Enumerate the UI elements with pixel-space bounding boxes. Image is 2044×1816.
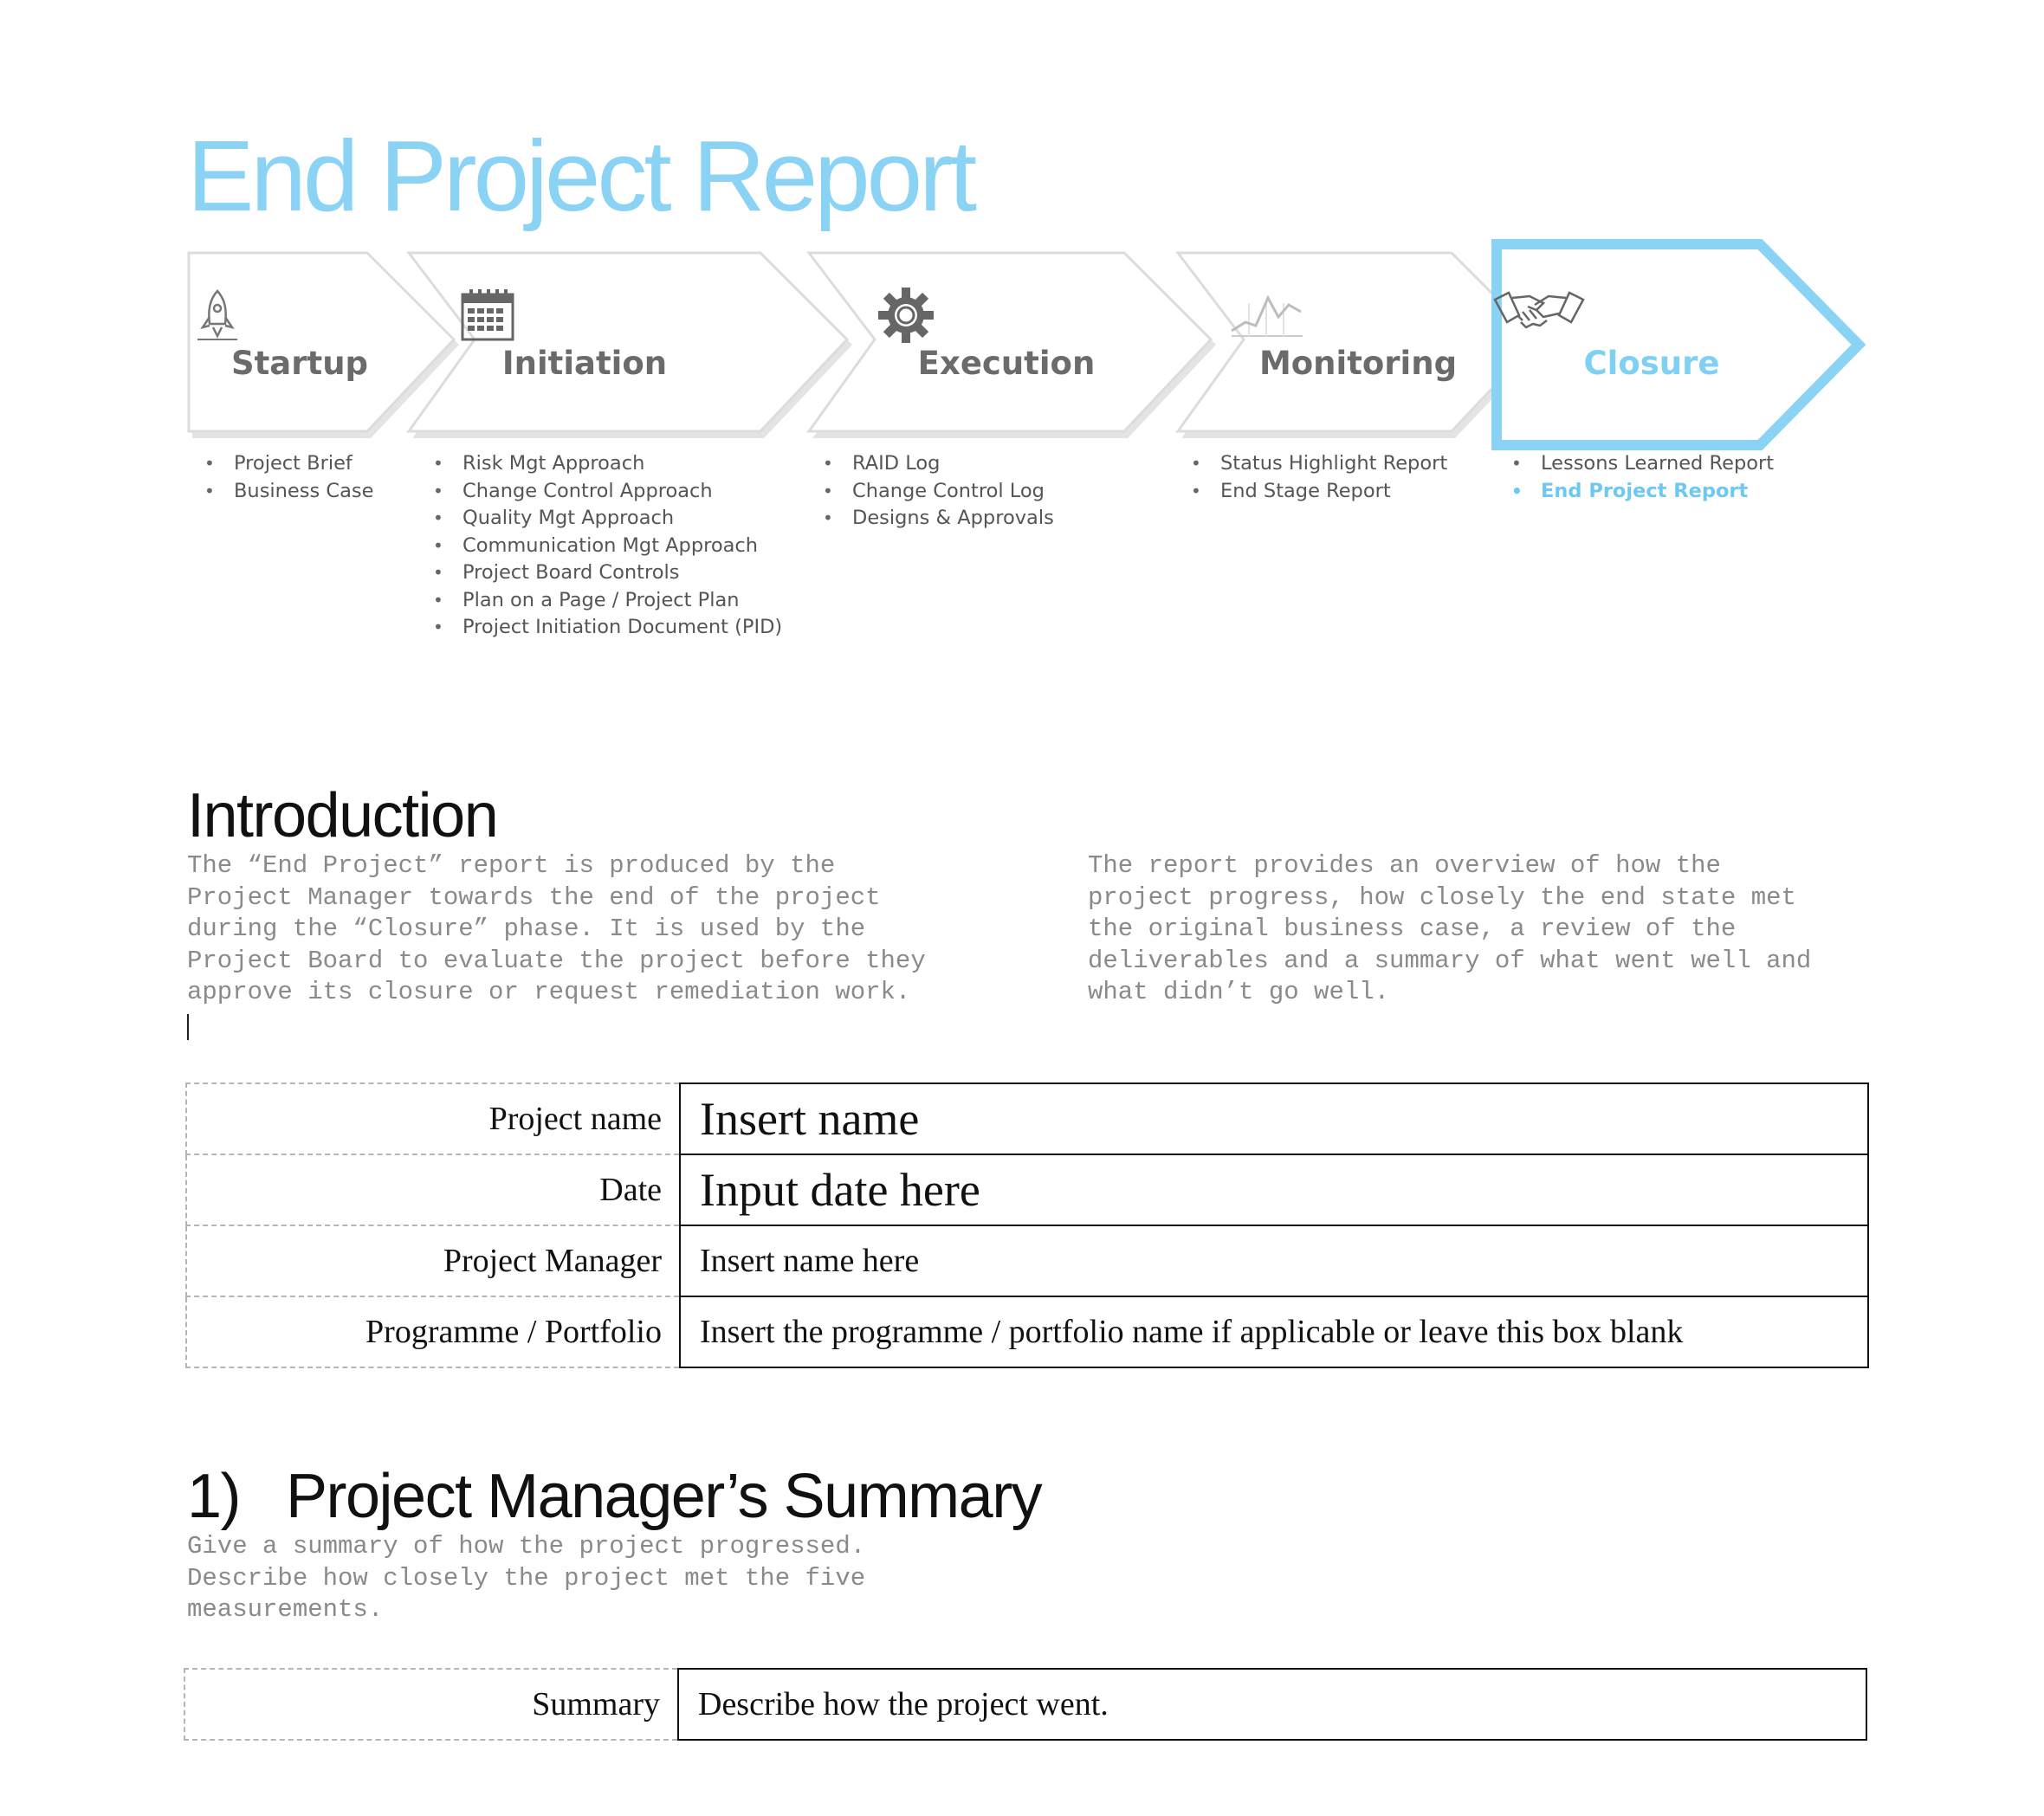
programme-portfolio-field[interactable]: Insert the programme / portfolio name if applicable or leave this box blank (680, 1296, 1868, 1367)
table-row (186, 1154, 1868, 1225)
list-item: • Change Control Log (823, 478, 1054, 506)
project-manager-field[interactable]: Insert name here (680, 1225, 1868, 1296)
phase-label: Initiation (501, 345, 668, 382)
monitoring-deliverables (1191, 450, 1447, 505)
project-name-label: Project name (186, 1083, 680, 1154)
summary-field[interactable]: Describe how the project went. (678, 1669, 1866, 1740)
list-item: • Project Brief (204, 450, 373, 478)
rocket-icon (187, 286, 412, 346)
phase-label: Execution (917, 345, 1096, 382)
table-row (186, 1225, 1868, 1296)
execution-deliverables (823, 450, 1054, 533)
date-field[interactable]: Input date here (680, 1154, 1868, 1225)
initiation-deliverables (433, 450, 782, 642)
line-chart-icon (1228, 286, 1488, 346)
list-item: • Risk Mgt Approach (433, 450, 782, 478)
introduction-left-text: The “End Project” report is produced by the Project Manager towards the end of the project during the “Closure” phase. It is used by the Project Board to evaluate the project before they approve its closure or request remediation work. (187, 851, 926, 1006)
introduction-heading: Introduction (187, 781, 498, 850)
project-details-table (185, 1082, 1869, 1368)
list-item: • Designs & Approvals (823, 505, 1054, 533)
list-item: • Change Control Approach (433, 478, 782, 506)
phase-execution[interactable] (807, 242, 1232, 442)
summary-label: Summary (184, 1669, 678, 1740)
list-item: • Project Board Controls (433, 559, 782, 587)
list-item: • Business Case (204, 478, 373, 506)
list-item: • Status Highlight Report (1191, 450, 1447, 478)
list-item: • Project Initiation Document (PID) (433, 614, 782, 642)
calendar-icon (459, 286, 710, 346)
summary-section-heading: Project Manager’s Summary (286, 1462, 1042, 1531)
phase-label: Closure (1583, 345, 1720, 382)
table-row (184, 1669, 1866, 1740)
project-manager-label: Project Manager (186, 1225, 680, 1296)
phase-process-flow (0, 0, 2044, 658)
table-row (186, 1296, 1868, 1367)
text-cursor (187, 1014, 189, 1040)
list-item: • RAID Log (823, 450, 1054, 478)
table-row (186, 1083, 1868, 1154)
section-number: 1) (187, 1462, 241, 1531)
list-item: • Lessons Learned Report (1511, 450, 1774, 478)
phase-initiation[interactable] (407, 242, 857, 442)
introduction-right-text: The report provides an overview of how the project progress, how closely the end state met the original business case, a review of the deliverables and a summary of what went well and what didn’t go well. (1088, 851, 1812, 1006)
project-name-field[interactable]: Insert name (680, 1083, 1868, 1154)
page-title: End Project Report (187, 120, 974, 232)
phase-closure[interactable] (1491, 242, 1873, 442)
summary-table (184, 1668, 1867, 1741)
list-item: • Quality Mgt Approach (433, 505, 782, 533)
phase-label: Startup (230, 345, 369, 382)
programme-portfolio-label: Programme / Portfolio (186, 1296, 680, 1367)
startup-deliverables (204, 450, 373, 505)
list-item: • End Stage Report (1191, 478, 1447, 506)
handshake-icon (1491, 286, 1812, 346)
list-item-highlighted: • End Project Report (1511, 478, 1774, 506)
gear-icon (876, 286, 1136, 346)
phase-label: Monitoring (1258, 345, 1458, 382)
closure-deliverables (1511, 450, 1774, 505)
list-item: • Communication Mgt Approach (433, 533, 782, 560)
date-label: Date (186, 1154, 680, 1225)
list-item: • Plan on a Page / Project Plan (433, 587, 782, 615)
summary-instructions: Give a summary of how the project progressed. Describe how closely the project met the five measurements. (187, 1532, 866, 1624)
